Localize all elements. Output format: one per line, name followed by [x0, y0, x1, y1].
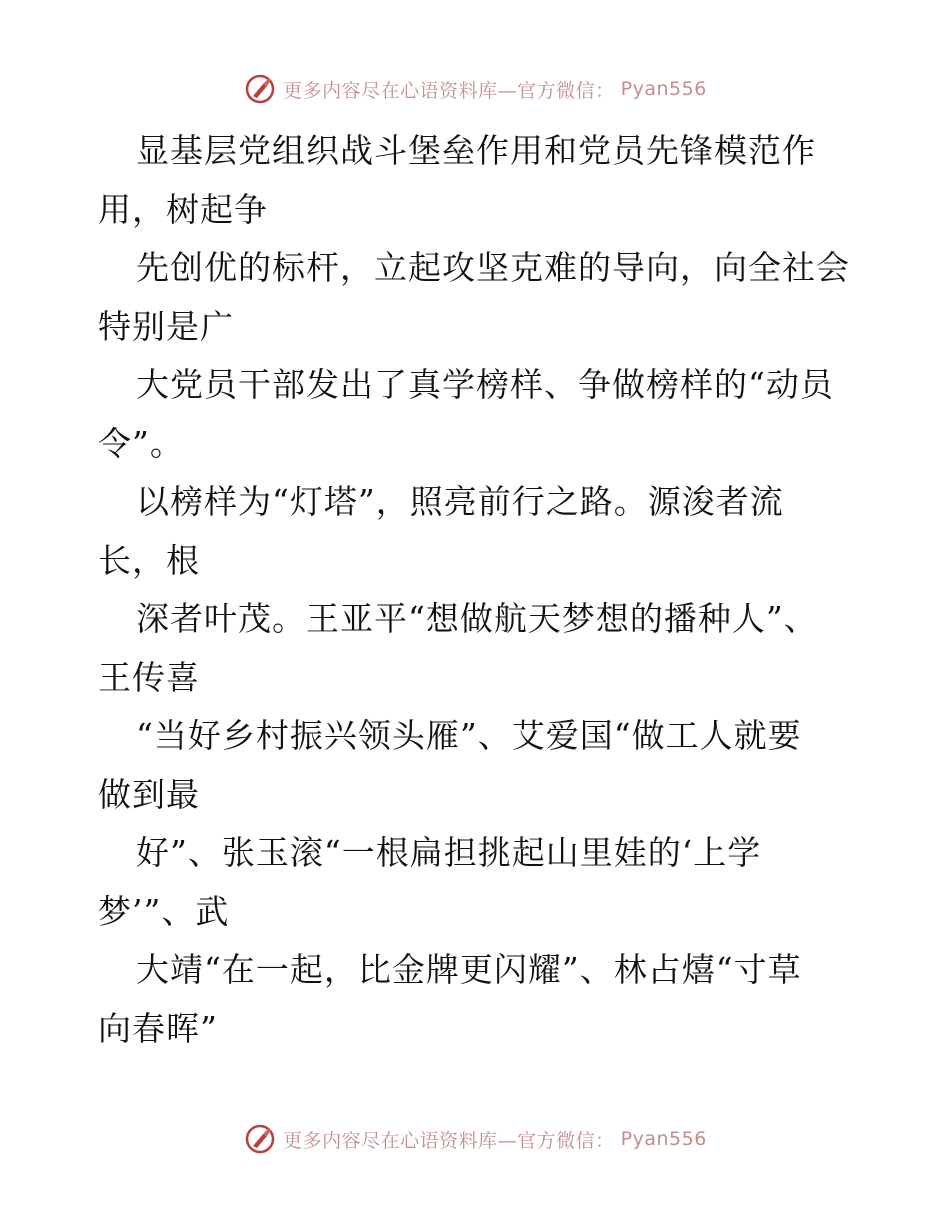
- footer-watermark: [0, 1122, 950, 1156]
- watermark-text: 更多内容尽在心语资料库—官方微信：: [283, 1129, 615, 1152]
- text-line: 深者叶茂。王亚平“想做航天梦想的播种人”、: [136, 599, 818, 638]
- text-line: 特别是广: [98, 306, 234, 346]
- text-line: 令”。: [98, 423, 184, 463]
- pen-nib-circle-icon: [243, 1122, 277, 1156]
- text-line: 以榜样为“灯塔”，照亮前行之路。源浚者流: [136, 482, 784, 521]
- watermark-handle: Pyan556: [620, 1128, 707, 1150]
- text-line: 用，树起争: [98, 189, 268, 229]
- text-line: 显基层党组织战斗堡垒作用和党员先锋模范作: [136, 131, 816, 170]
- text-line: 先创优的标杆，立起攻坚克难的导向，向全社会: [136, 248, 850, 287]
- text-line: 好”、张玉滚“一根扁担挑起山里娃的‘上学: [136, 833, 762, 872]
- text-line: 长，根: [98, 540, 200, 580]
- text-line: 梦’”、武: [98, 891, 230, 931]
- text-line: 做到最: [98, 774, 200, 814]
- text-line: 王传喜: [98, 657, 200, 697]
- document-body: [98, 122, 858, 1058]
- text-line: 向春晖”: [98, 1008, 218, 1048]
- watermark-text: 更多内容尽在心语资料库—官方微信：: [283, 79, 615, 102]
- text-line: 大靖“在一起，比金牌更闪耀”、林占熺“寸草: [136, 950, 802, 989]
- watermark-handle: Pyan556: [620, 78, 707, 100]
- text-line: “当好乡村振兴领头雁”、艾爱国“做工人就要: [136, 716, 802, 755]
- header-watermark: [0, 72, 950, 106]
- text-line: 大党员干部发出了真学榜样、争做榜样的“动员: [136, 365, 834, 404]
- pen-nib-circle-icon: [243, 72, 277, 106]
